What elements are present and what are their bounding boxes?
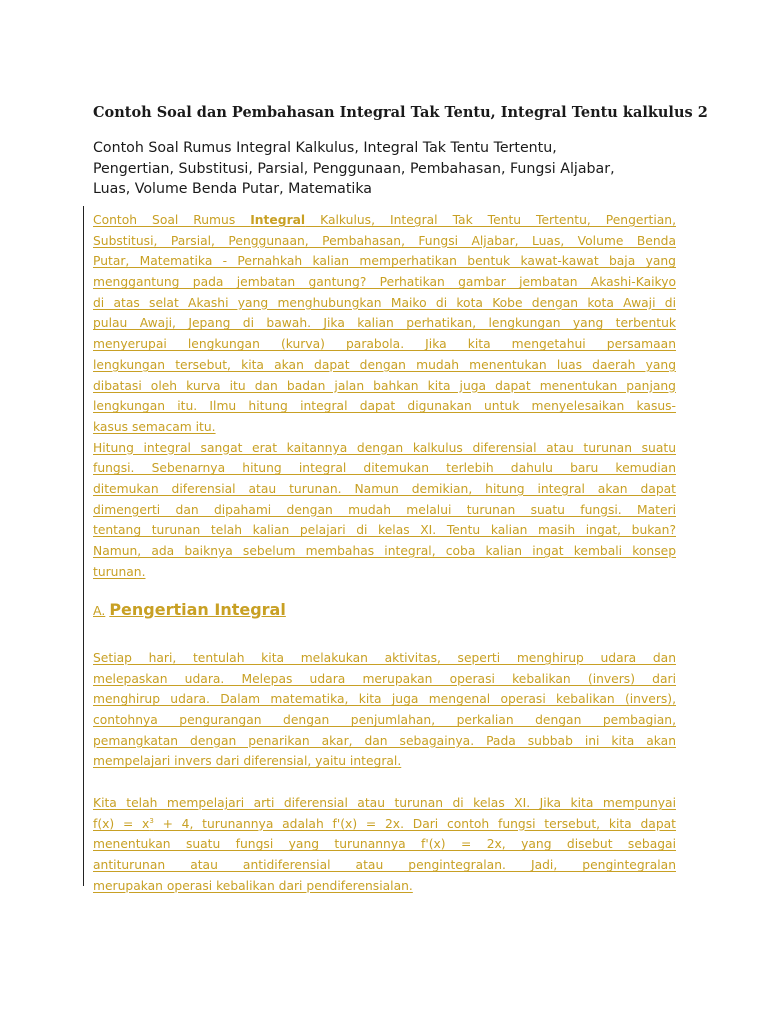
text-line[interactable]: tentang turunan telah kalian pelajari di kelas XI. Tentu kalian masih ingat, bukan?	[93, 523, 676, 538]
text-line[interactable]: Putar, Matematika - Pernahkah kalian memperhatikan bentuk kawat-kawat baja yang	[93, 254, 676, 269]
text-line[interactable]: lengkungan tersebut, kita akan dapat dengan mudah menentukan luas daerah yang	[93, 357, 676, 372]
text-line[interactable]: kasus semacam itu.	[93, 419, 216, 434]
text-line[interactable]: merupakan operasi kebalikan dari pendiferensialan.	[93, 878, 413, 893]
text-line[interactable]: mempelajari invers dari diferensial, yaitu integral.	[93, 754, 402, 769]
subtitle-line: Contoh Soal Rumus Integral Kalkulus, Integral Tak Tentu Tertentu,	[93, 140, 557, 156]
paragraph-4[interactable]	[93, 793, 676, 896]
text-line[interactable]: dimengerti dan dipahami dengan mudah melalui turunan suatu fungsi. Materi	[93, 502, 676, 517]
formula-line[interactable]: $f(x) = x^3 + 4$, turunannya adalah f'(x) = 2x. Dari contoh fungsi tersebut, kita dapat	[93, 816, 676, 831]
page-title: Contoh Soal dan Pembahasan Integral Tak Tentu, Integral Tentu kalkulus 2	[93, 104, 708, 121]
paragraph-3[interactable]	[93, 648, 676, 772]
section-heading[interactable]	[93, 600, 286, 619]
margin-rule	[83, 206, 84, 886]
text-line[interactable]: Contoh Soal Rumus Integral Kalkulus, Integral Tak Tentu Tertentu, Pengertian,	[93, 213, 676, 227]
bold-keyword: Integral	[250, 213, 306, 227]
text-line[interactable]: dibatasi oleh kurva itu dan badan jalan bahkan kita juga dapat menentukan panjang	[93, 378, 676, 393]
text-line[interactable]: di atas selat Akashi yang menghubungkan Maiko di kota Kobe dengan kota Awaji di	[93, 295, 676, 310]
text-line[interactable]: turunan.	[93, 564, 146, 579]
subtitle-line: Luas, Volume Benda Putar, Matematika	[93, 181, 373, 197]
text-line[interactable]: menentukan suatu fungsi yang turunannya f'(x) = 2x, yang disebut sebagai	[93, 837, 676, 852]
text-line[interactable]: Setiap hari, tentulah kita melakukan aktivitas, seperti menghirup udara dan	[93, 651, 676, 665]
intro-paragraph[interactable]	[93, 210, 676, 582]
text-line[interactable]: lengkungan itu. Ilmu hitung integral dapat digunakan untuk menyelesaikan kasus-	[93, 399, 676, 414]
text-line[interactable]: pemangkatan dengan penarikan akar, dan sebagainya. Pada subbab ini kita akan	[93, 733, 676, 748]
text-line[interactable]: Hitung integral sangat erat kaitannya dengan kalkulus diferensial atau turunan suatu	[93, 440, 676, 455]
text-line[interactable]: contohnya pengurangan dengan penjumlahan, perkalian dengan pembagian,	[93, 713, 676, 728]
text-line[interactable]: Namun, ada baiknya sebelum membahas integral, coba kalian ingat kembali konsep	[93, 544, 676, 558]
text-line[interactable]: menyerupai lengkungan (kurva) parabola. Jika kita mengetahui persamaan	[93, 337, 676, 352]
subtitle-line: Pengertian, Substitusi, Parsial, Penggunaan, Pembahasan, Fungsi Aljabar,	[93, 160, 615, 177]
page-subtitle	[93, 138, 693, 200]
text-line[interactable]: menggantung pada jembatan gantung? Perhatikan gambar jembatan Akashi-Kaikyo	[93, 275, 676, 290]
text-line[interactable]: Kita telah mempelajari arti diferensial atau turunan di kelas XI. Jika kita mempunyai	[93, 796, 676, 810]
text-line[interactable]: Substitusi, Parsial, Penggunaan, Pembahasan, Fungsi Aljabar, Luas, Volume Benda	[93, 233, 676, 248]
text-line[interactable]: pulau Awaji, Jepang di bawah. Jika kalian perhatikan, lengkungan yang terbentuk	[93, 316, 676, 331]
text-line[interactable]: ditemukan diferensial atau turunan. Namun demikian, hitung integral akan dapat	[93, 481, 676, 496]
section-heading-text[interactable]: Pengertian Integral	[109, 600, 286, 619]
text-line[interactable]: menghirup udara. Dalam matematika, kita juga mengenal operasi kebalikan (invers),	[93, 692, 676, 707]
section-number: A.	[93, 603, 106, 618]
text-line[interactable]: fungsi. Sebenarnya hitung integral ditemukan terlebih dahulu baru kemudian	[93, 461, 676, 476]
exponent: 3	[149, 816, 154, 825]
text-line[interactable]: antiturunan atau antidiferensial atau pengintegralan. Jadi, pengintegralan	[93, 858, 676, 873]
text-line[interactable]: melepaskan udara. Melepas udara merupakan operasi kebalikan (invers) dari	[93, 671, 676, 686]
